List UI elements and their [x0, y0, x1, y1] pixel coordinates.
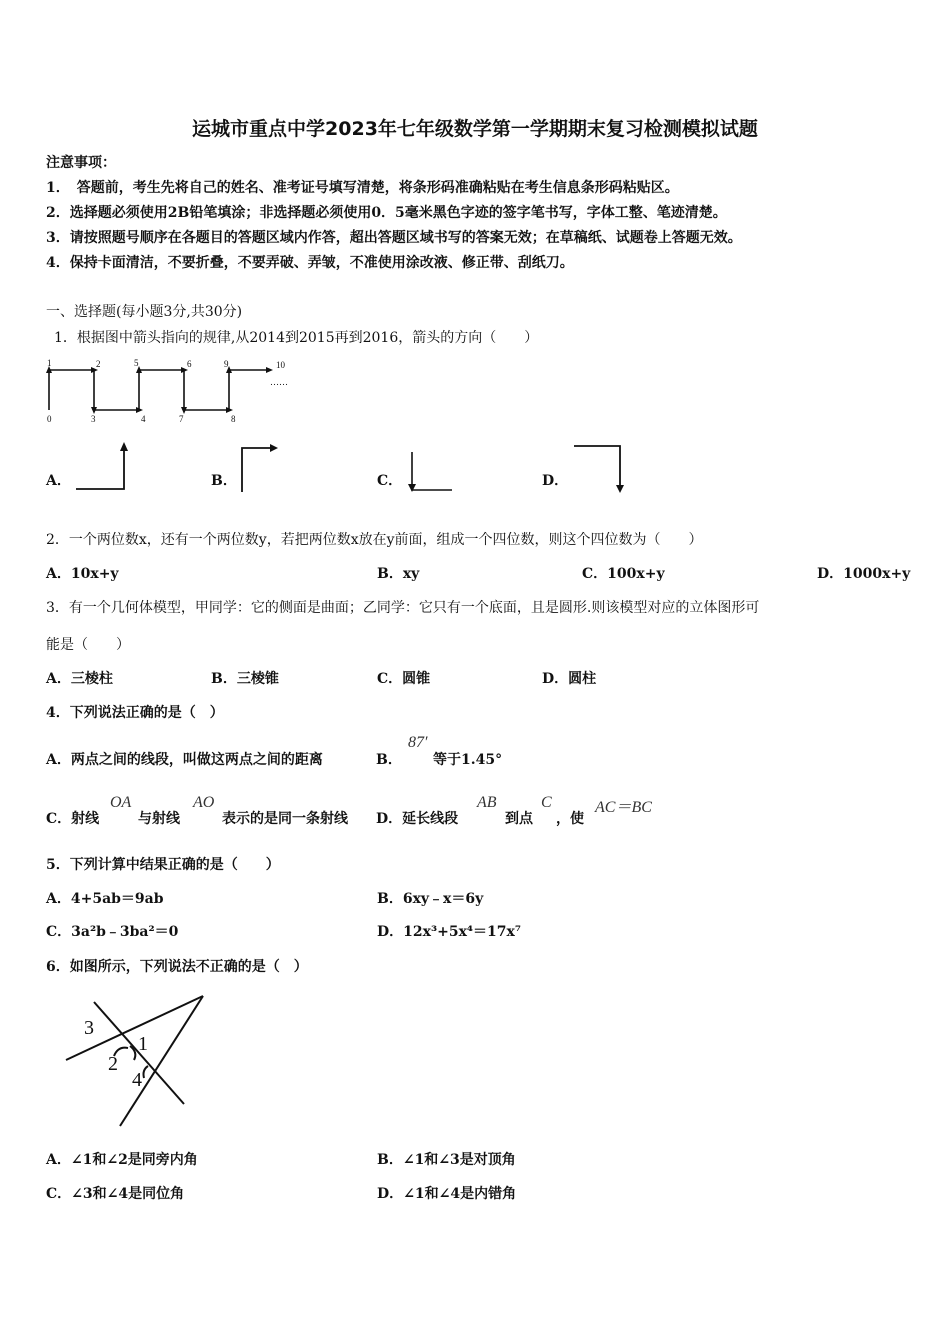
q6-fig-label: 1 — [138, 1033, 148, 1055]
q4-option-d-text: ，使 — [556, 811, 584, 827]
q6-option-d: D．∠1和∠4是内错角 — [377, 1186, 517, 1202]
q4-option-c-math: AO — [193, 794, 215, 811]
q1-option-b-arrow-icon — [238, 442, 282, 494]
notice-item: 1． 答题前，考生先将自己的姓名、准考证号填写清楚，将条形码准确粘贴在考生信息条形码粘贴区。 — [46, 180, 679, 196]
q4-option-c-text: 表示的是同一条射线 — [222, 811, 348, 827]
q2-option-b: B．xy — [377, 566, 420, 582]
notice-item: 3．请按照题号顺序在各题目的答题区域内作答，超出答题区域书写的答案无效；在草稿纸、试题卷上答题无效。 — [46, 230, 742, 246]
notice-item: 2．选择题必须使用2B铅笔填涂；非选择题必须使用0．5毫米黑色字迹的签字笔书写，字体工整、笔迹清楚。 — [46, 205, 727, 221]
q1-stem: 1．根据图中箭头指向的规律,从2014到2015再到2016，箭头的方向（ ） — [54, 330, 539, 346]
q4-option-c-text: 与射线 — [138, 811, 180, 827]
q1-pattern-figure — [44, 358, 294, 424]
q4-option-d-label: D．延长线段 — [376, 811, 459, 827]
q2-option-d: D．1000x+y — [817, 566, 911, 582]
q1-fig-label: 8 — [231, 414, 236, 424]
q1-fig-label: …… — [270, 377, 288, 387]
q6-angle-figure — [58, 990, 218, 1130]
q1-fig-label: 9 — [224, 359, 229, 369]
q4-option-c-label: C．射线 — [46, 811, 100, 827]
q1-fig-label: 2 — [96, 359, 101, 369]
q6-stem: 6．如图所示，下列说法不正确的是（ ） — [46, 959, 308, 975]
q3-option-a: A．三棱柱 — [46, 671, 113, 687]
q4-stem: 4．下列说法正确的是（ ） — [46, 705, 224, 721]
q3-option-d: D．圆柱 — [542, 671, 597, 687]
q3-stem: 3．有一个几何体模型，甲同学：它的侧面是曲面；乙同学：它只有一个底面，且是圆形.则该模型对应的立体图形可 — [46, 600, 760, 616]
q6-fig-label: 4 — [132, 1069, 142, 1091]
q1-option-a-arrow-icon — [74, 440, 130, 494]
q6-fig-label: 2 — [108, 1053, 118, 1075]
q3-stem-cont: 能是（ ） — [46, 637, 130, 653]
q6-option-b: B．∠1和∠3是对顶角 — [377, 1152, 516, 1168]
q5-option-d: D．12x³+5x⁴＝17x⁷ — [377, 924, 522, 940]
q6-option-a: A．∠1和∠2是同旁内角 — [46, 1152, 198, 1168]
q5-option-a: A．4+5ab＝9ab — [46, 891, 164, 907]
q2-option-c: C．100x+y — [582, 566, 665, 582]
q1-fig-label: 1 — [47, 358, 52, 368]
q2-stem: 2．一个两位数x，还有一个两位数y，若把两位数x放在y前面，组成一个四位数，则这个四位数为（ ） — [46, 532, 703, 548]
q4-option-d-math: C — [541, 794, 552, 811]
q1-fig-label: 10 — [276, 360, 285, 370]
q1-option-c: C． — [377, 473, 403, 489]
page-title: 运城市重点中学2023年七年级数学第一学期期末复习检测模拟试题 — [192, 118, 758, 140]
q5-option-c: C．3a²b﹣3ba²＝0 — [46, 924, 179, 940]
q1-option-c-arrow-icon — [404, 448, 454, 494]
q1-fig-label: 5 — [134, 358, 139, 368]
q1-option-d: D． — [542, 473, 569, 489]
q4-option-c-math: OA — [110, 794, 132, 811]
q3-option-b: B．三棱锥 — [211, 671, 279, 687]
q1-fig-label: 6 — [187, 359, 192, 369]
q4-option-a: A．两点之间的线段，叫做这两点之间的距离 — [46, 752, 323, 768]
section-heading: 一、选择题(每小题3分,共30分) — [46, 304, 243, 320]
q1-option-a: A． — [46, 473, 71, 489]
q2-option-a: A．10x+y — [46, 566, 119, 582]
q4-option-b-label: B． — [376, 752, 402, 768]
q3-option-c: C．圆锥 — [377, 671, 431, 687]
q1-option-b: B． — [211, 473, 237, 489]
q4-option-b-text: 等于1.45° — [433, 752, 503, 768]
q1-option-d-arrow-icon — [570, 440, 628, 496]
notice-heading: 注意事项： — [46, 155, 116, 171]
q1-fig-label: 4 — [141, 414, 146, 424]
q1-fig-label: 7 — [179, 414, 184, 424]
q4-option-d-text: 到点 — [505, 811, 533, 827]
notice-item: 4．保持卡面清洁，不要折叠，不要弄破、弄皱，不准使用涂改液、修正带、刮纸刀。 — [46, 255, 574, 271]
q4-option-b-math: 87′ — [408, 734, 428, 751]
q5-option-b: B．6xy﹣x＝6y — [377, 891, 484, 907]
q5-stem: 5．下列计算中结果正确的是（ ） — [46, 857, 280, 873]
q1-fig-label: 0 — [47, 414, 52, 424]
q6-option-c: C．∠3和∠4是同位角 — [46, 1186, 185, 1202]
q1-fig-label: 3 — [91, 414, 96, 424]
q6-fig-label: 3 — [84, 1017, 94, 1039]
q4-option-d-math: AB — [477, 794, 497, 811]
q4-option-d-math: AC＝BC — [595, 799, 652, 816]
